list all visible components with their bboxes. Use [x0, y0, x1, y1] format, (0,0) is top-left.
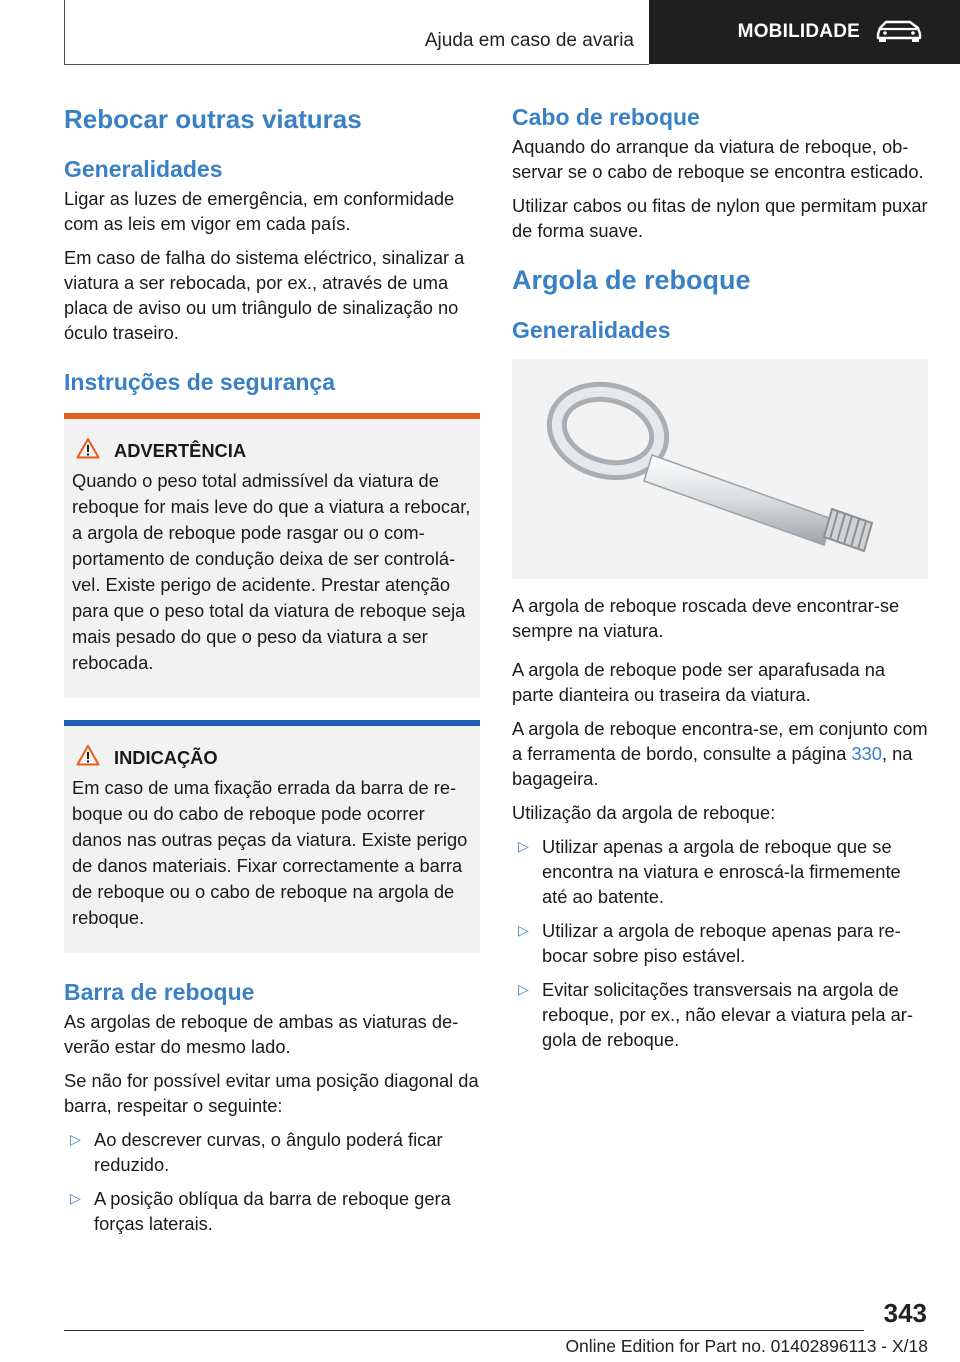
tow-bar-heading: Barra de reboque	[64, 979, 255, 1005]
header-left-rule	[64, 0, 65, 64]
header-chapter-tab	[649, 0, 960, 64]
notice-text: Em caso de uma fixação errada da barra de reboque ou do cabo de reboque pode ocorrer danos nas outras peças da viatura. Existe perigo de danos materiais. Fixar correctamente a barra de reboque ou o cabo de reboque na argola de reboque.	[72, 777, 468, 928]
tow-bar-paragraph-2: Se não for possível evitar uma posição diagonal da barra, respeitar o seguinte:	[64, 1070, 479, 1116]
warning-title: ADVERTÊNCIA	[114, 439, 247, 461]
page-number: 343	[883, 1298, 927, 1328]
left-column	[64, 100, 480, 1245]
list-item: ▷ A posição oblíqua da barra de reboque gera forças laterais.	[70, 1188, 451, 1234]
general-paragraph-1: Ligar as luzes de emergência, em conformidade com as leis em vigor em cada país.	[64, 188, 455, 234]
tow-bar-list	[64, 1127, 480, 1236]
tow-cable-paragraph-2: Utilizar cabos ou fitas de nylon que permitam puxar de forma suave.	[512, 195, 928, 241]
list-item: ▷ Utilizar apenas a argola de reboque que se encontra na viatura e enroscá-la firmemente até ao batente.	[518, 836, 901, 907]
bullet-marker: ▷	[518, 922, 529, 938]
towing-eye-general-heading: Generalidades	[512, 317, 671, 343]
warning-triangle-icon	[76, 437, 100, 464]
towing-eye-list	[512, 834, 928, 1052]
notice-box	[64, 720, 480, 953]
bullet-marker: ▷	[70, 1190, 81, 1206]
general-heading: Generalidades	[64, 156, 223, 182]
notice-triangle-icon	[76, 744, 100, 771]
list-item: ▷ Ao descrever curvas, o ângulo poderá ficar reduzido.	[70, 1129, 443, 1175]
car-icon	[874, 18, 924, 47]
towing-eye-title: Argola de reboque	[512, 265, 751, 295]
header-chapter-label: MOBILIDADE	[737, 21, 860, 42]
towing-eye-paragraph-2: A argola de reboque encontra-se, em conjunto com a ferramenta de bordo, consulte a página 330, na bagageira.	[512, 718, 928, 789]
tow-cable-paragraph-1: Aquando do arranque da viatura de reboque, observar se o cabo de reboque se encontra esticado.	[512, 136, 924, 182]
list-item: ▷ Utilizar a argola de reboque apenas para rebocar sobre piso estável.	[518, 920, 901, 966]
warning-text: Quando o peso total admissível da viatura de reboque for mais leve do que a viatura a rebocar, a argola de reboque pode rasgar ou o comportamento de condução deixa de ser controlável. Existe perigo de acidente. Prestar atenção para que o peso total da viatura de reboque seja mais pesado do que o peso da viatura a ser rebocada.	[72, 470, 471, 673]
towing-eye-illustration	[512, 359, 928, 579]
right-column	[512, 100, 928, 1061]
general-paragraph-2: Em caso de falha do sistema eléctrico, sinalizar a viatura a ser rebocada, por ex., através de uma placa de aviso ou um triângulo de sinalização no óculo traseiro.	[64, 247, 465, 343]
header-bottom-rule	[64, 64, 649, 65]
list-item: ▷ Evitar solicitações transversais na argola de reboque, por ex., não elevar a viatura pela argola de reboque.	[518, 979, 913, 1050]
tow-cable-heading: Cabo de reboque	[512, 104, 700, 130]
page-title: Rebocar outras viaturas	[64, 104, 362, 134]
warning-box	[64, 413, 480, 698]
notice-title: INDICAÇÃO	[114, 746, 218, 768]
footer-rule	[64, 1330, 864, 1331]
footer-edition: Online Edition for Part no. 01402896113 - X/18	[565, 1336, 928, 1356]
towing-eye-caption: A argola de reboque roscada deve encontrar-se sempre na viatura.	[512, 595, 900, 641]
bullet-marker: ▷	[70, 1131, 81, 1147]
header-section-title: Ajuda em caso de avaria	[424, 30, 634, 51]
bullet-marker: ▷	[518, 981, 529, 997]
towing-eye-paragraph-1: A argola de reboque pode ser aparafusada na parte dianteira ou traseira da viatura.	[512, 659, 886, 705]
safety-heading: Instruções de segurança	[64, 369, 335, 395]
towing-eye-paragraph-3: Utilização da argola de reboque:	[512, 802, 776, 823]
tow-bar-paragraph-1: As argolas de reboque de ambas as viaturas deverão estar do mesmo lado.	[64, 1011, 459, 1057]
page-reference-link[interactable]: 330	[851, 743, 882, 764]
bullet-marker: ▷	[518, 838, 529, 854]
towing-eye-image	[512, 359, 928, 579]
